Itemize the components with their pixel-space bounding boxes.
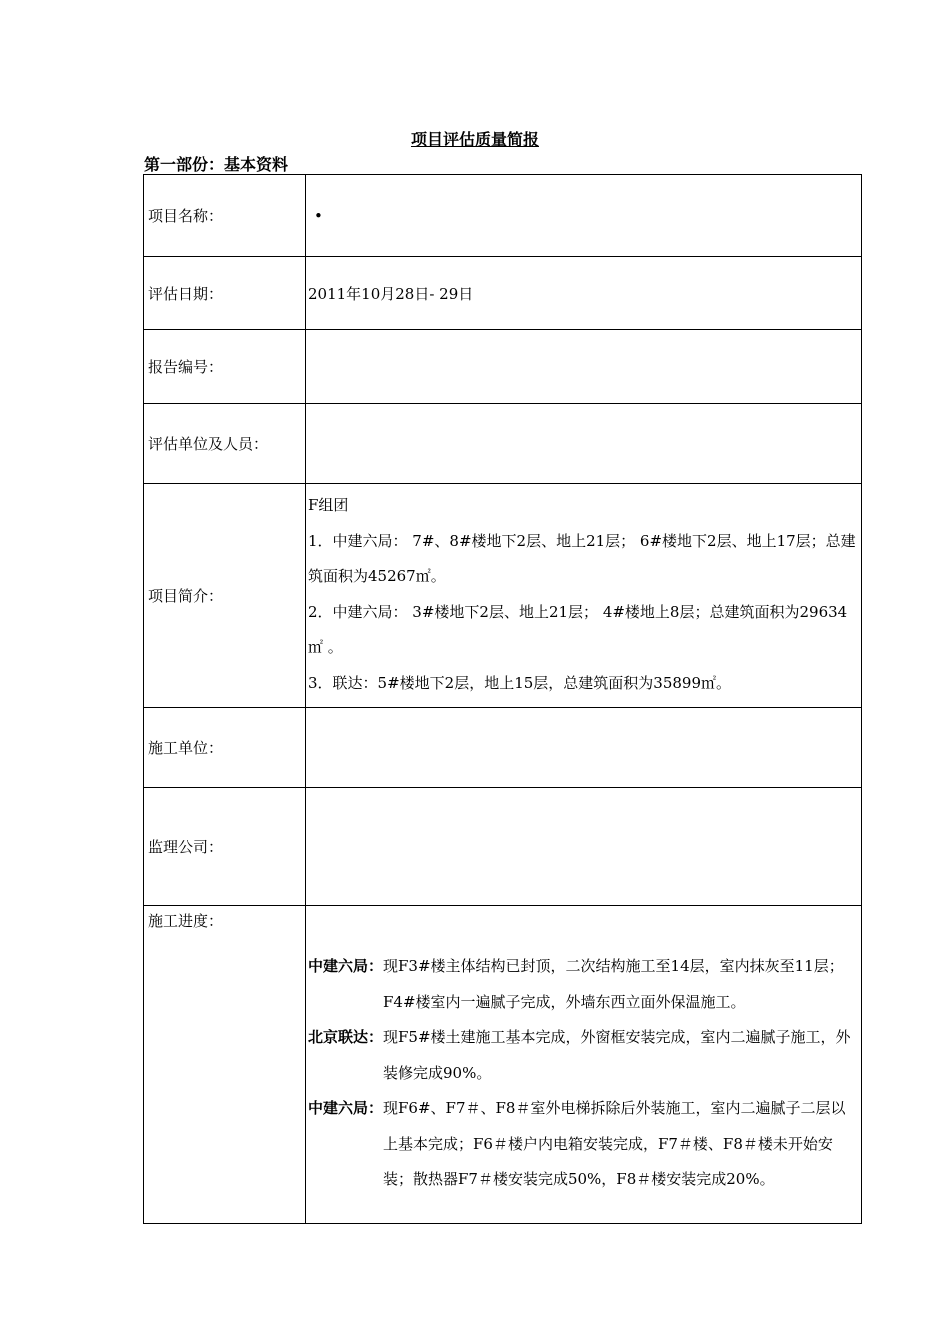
supervisor-value [306, 788, 862, 906]
eval-unit-label: 评估单位及人员： [144, 404, 306, 484]
intro-line: 3．联达：5#楼地下2层，地上15层，总建筑面积为35899㎡。 [308, 673, 732, 692]
eval-date-value: 2011年10月28日- 29日 [306, 257, 862, 330]
document-title: 项目评估质量简报 [410, 130, 539, 149]
intro-line: 1．中建六局： 7#、8#楼地下2层、地上21层； 6#楼地下2层、地上17层；总建筑面积为45267㎡。 [308, 531, 856, 585]
contractor-value [306, 708, 862, 788]
table-row [144, 175, 862, 257]
progress-item [308, 1020, 857, 1091]
progress-contractor: 中建六局： [308, 957, 384, 976]
progress-label: 施工进度： [144, 906, 306, 1224]
intro-line: F组团 [308, 496, 349, 514]
project-intro-label: 项目简介： [144, 484, 306, 708]
progress-item [308, 949, 857, 1020]
table-row [144, 257, 862, 330]
eval-unit-value [306, 404, 862, 484]
intro-line: 2．中建六局： 3#楼地下2层、地上21层； 4#楼地上8层；总建筑面积为29634㎡ 。 [308, 602, 848, 656]
progress-item [308, 1091, 857, 1198]
table-row [144, 788, 862, 906]
report-number-value [306, 330, 862, 404]
project-intro-value [306, 484, 862, 708]
table-row [144, 708, 862, 788]
progress-value [306, 906, 862, 1224]
progress-contractor: 中建六局： [308, 1099, 384, 1118]
table-row [144, 404, 862, 484]
section-heading: 第一部份：基本资料 [144, 155, 289, 174]
supervisor-label: 监理公司： [144, 788, 306, 906]
report-number-label: 报告编号： [144, 330, 306, 404]
progress-contractor: 北京联达： [308, 1028, 384, 1047]
progress-text: 现F6#、F7＃、F8＃室外电梯拆除后外装施工，室内二遍腻子二层以上基本完成；F6＃楼户内电箱安装完成，F7＃楼、F8＃楼未开始安装；散热器F7＃楼安装完成50%，F8＃楼安装完成20%。 [383, 1099, 846, 1189]
eval-date-label: 评估日期： [144, 257, 306, 330]
project-name-value: • [306, 175, 862, 257]
project-name-label: 项目名称： [144, 175, 306, 257]
progress-text: 现F3#楼主体结构已封顶，二次结构施工至14层，室内抹灰至11层；F4#楼室内一遍腻子完成，外墙东西立面外保温施工。 [383, 957, 844, 1011]
progress-text: 现F5#楼土建施工基本完成，外窗框安装完成，室内二遍腻子施工，外装修完成90%。 [383, 1028, 851, 1082]
basic-info-table [143, 174, 862, 1224]
table-row [144, 330, 862, 404]
contractor-label: 施工单位： [144, 708, 306, 788]
table-row [144, 906, 862, 1224]
table-row [144, 484, 862, 708]
